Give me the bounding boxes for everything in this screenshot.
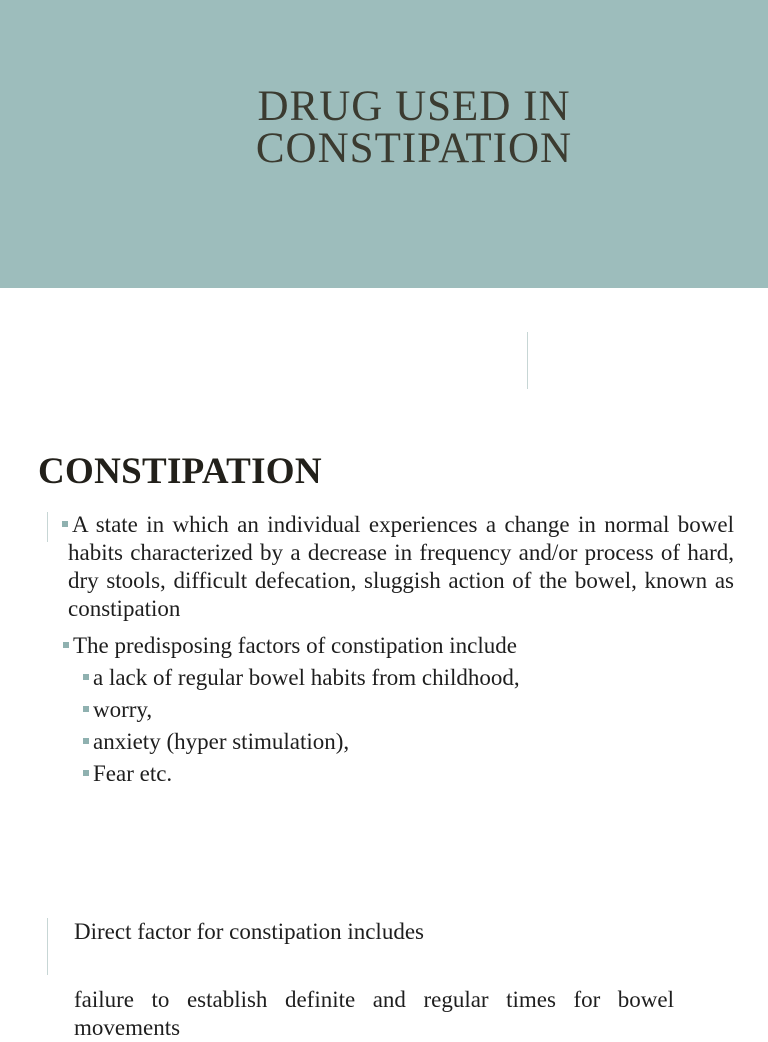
content-divider-line: [47, 512, 48, 542]
direct-factor-text: failure to establish definite and regular times for bowel movements: [74, 987, 674, 1040]
bullet-icon: [83, 738, 89, 744]
title-line-1: DRUG USED IN: [257, 83, 571, 130]
bullet-icon: [83, 770, 89, 776]
bullet-icon: [62, 521, 68, 527]
factor-text: worry,: [93, 697, 153, 722]
factor-text: Fear etc.: [93, 761, 173, 786]
bullet-icon: [83, 674, 89, 680]
factor-text: a lack of regular bowel habits from childhood,: [93, 665, 520, 690]
bullet-icon: [63, 642, 69, 648]
title-line-2: CONSTIPATION: [255, 125, 573, 172]
factor-item: [83, 760, 172, 788]
direct-factor-item: [74, 986, 674, 1042]
factors-intro-text: The predisposing factors of constipation include: [73, 633, 517, 658]
factors-intro-item: [63, 632, 517, 660]
title-slide: [0, 0, 768, 288]
factor-item: [83, 696, 152, 724]
constipation-heading: CONSTIPATION: [38, 451, 322, 492]
factor-item: [83, 728, 349, 756]
bullet-icon: [83, 706, 89, 712]
factor-text: anxiety (hyper stimulation),: [93, 729, 350, 754]
factor-item: [83, 664, 520, 692]
slide3-divider-line: [47, 918, 48, 975]
definition-paragraph: [68, 511, 734, 623]
slide-divider-line: [527, 332, 528, 389]
direct-factor-heading: Direct factor for constipation includes: [74, 919, 424, 944]
slide-title: [0, 83, 768, 172]
definition-text: A state in which an individual experiences a change in normal bowel habits characterized by a decrease in frequency and/or process of hard, dry stools, difficult defecation, sluggish action of the bowel, known as constipation: [68, 512, 734, 621]
